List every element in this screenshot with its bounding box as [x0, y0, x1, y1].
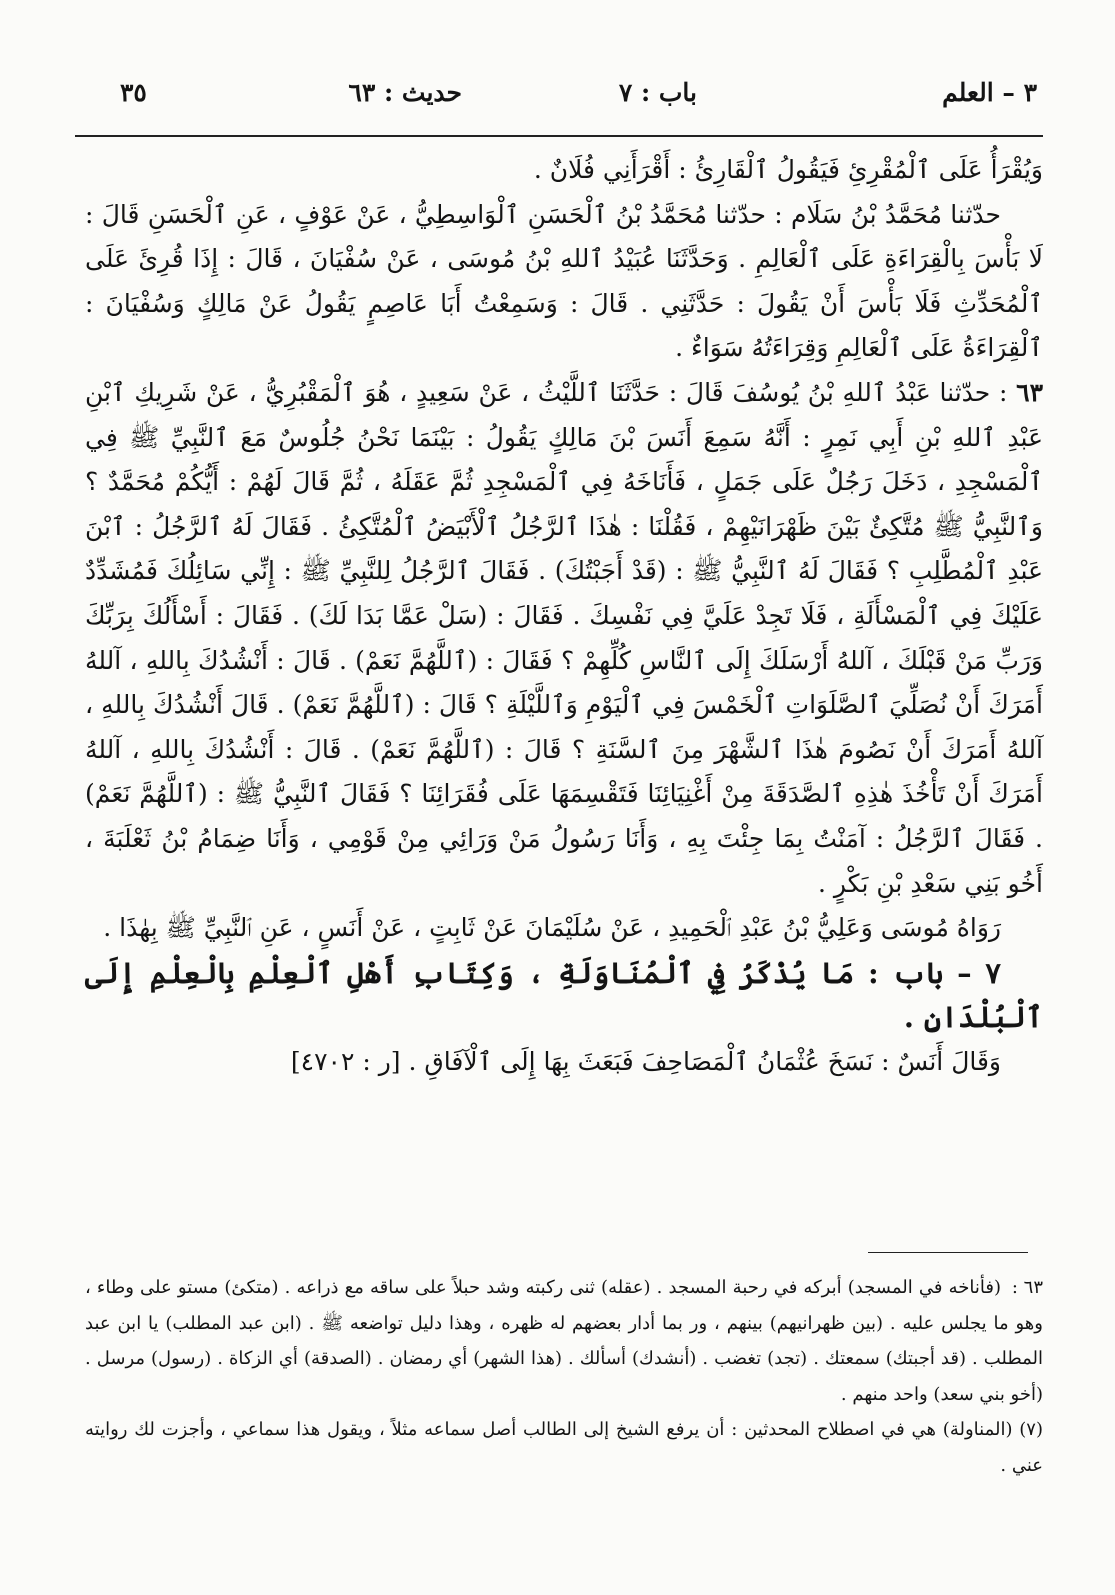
page-header — [120, 78, 1037, 118]
chapter-title: ٣ – العلم — [942, 78, 1037, 107]
bab-number: باب : ٧ — [618, 78, 697, 107]
paragraph-qiraa: وَيُقْرَأُ عَلَى ٱلْمُقْرِئِ فَيَقُولُ ٱلْقَارِئُ : أَقْرَأَنِي فُلَانٌ . — [533, 155, 1043, 184]
rawahu-line: رَوَاهُ مُوسَى وَعَلِيُّ بْنُ عَبْدِ ٱلْحَمِيدِ ، عَنْ سُلَيْمَانَ عَنْ ثَابِتٍ ، عَنْ أَنَسٍ ، عَنِ ٱلنَّبِيِّ ﷺ بِهٰذَا . — [103, 913, 1001, 943]
footnote-63 — [85, 1270, 1043, 1412]
footnote-63-text: (فأناخه في المسجد) أبركه في رحبة المسجد . (عقله) ثنى ركبته وشد حبلاً على ساقه مع ذراعه . (متكئ) مستو على وطاء ، وهو ما يجلس عليه . (بين ظهرانيهم) بينهم ، ور بما أدار بعضهم له ظهره ، وهذا دليل تواضعه ﷺ . (ابن عبد المطلب) يا ابن عبد المطلب . (قد أجبتك) سمعتك . (تجد) تغضب . (أنشدك) أسألك . (هذا الشهر) أي رمضان . (الصدقة) أي الزكاة . (رسول) مرسل . (أخو بني سعد) واحد منهم . — [85, 1277, 1043, 1405]
paragraph-isnad: حدّثنا مُحَمَّدُ بْنُ سَلَام : حدّثنا مُحَمَّدُ بْنُ ٱلْحَسَنِ ٱلْوَاسِطِيُّ ، عَنْ عَوْفٍ ، عَنِ ٱلْحَسَنِ قَالَ : لَا بَأْسَ بِالْقِرَاءَةِ عَلَى ٱلْعَالِمِ . وَحَدَّثَنَا عُبَيْدُ ٱللهِ بْنُ مُوسَى ، عَنْ سُفْيَانَ ، قَالَ : إِذَا قُرِئَ عَلَى ٱلْمُحَدِّثِ فَلَا بَأْسَ أَنْ يَقُولَ : حَدَّثَنِي . قَالَ : وَسَمِعْتُ أَبَا عَاصِمٍ يَقُولُ عَنْ مَالِكٍ وَسُفْيَانَ : ٱلْقِرَاءَةُ عَلَى ٱلْعَالِمِ وَقِرَاءَتُهُ سَوَاءٌ . — [85, 199, 1043, 363]
footnotes — [85, 1270, 1043, 1483]
hadith-63-text: : حدّثنا عَبْدُ ٱللهِ بْنُ يُوسُفَ قَالَ : حَدَّثَنَا ٱللَّيْثُ ، عَنْ سَعِيدٍ ، هُوَ ٱلْمَقْبُرِيُّ ، عَنْ شَرِيكِ ٱبْنِ عَبْدِ ٱللهِ بْنِ أَبِي نَمِرٍ : أَنَّهُ سَمِعَ أَنَسَ بْنَ مَالِكٍ يَقُولُ : بَيْنَمَا نَحْنُ جُلُوسٌ مَعَ ٱلنَّبِيِّ ﷺ فِي ٱلْمَسْجِدِ ، دَخَلَ رَجُلٌ عَلَى جَمَلٍ ، فَأَنَاخَهُ فِي ٱلْمَسْجِدِ ثُمَّ عَقَلَهُ ، ثُمَّ قَالَ لَهُمْ : أَيُّكُمْ مُحَمَّدٌ ؟ وَٱلنَّبِيُّ ﷺ مُتَّكِئٌ بَيْنَ ظَهْرَانَيْهِمْ ، فَقُلْنَا : هٰذَا ٱلرَّجُلُ ٱلْأَبْيَضُ ٱلْمُتَّكِئُ . فَقَالَ لَهُ ٱلرَّجُلُ : ٱبْنَ عَبْدِ ٱلْمُطَّلِبِ ؟ فَقَالَ لَهُ ٱلنَّبِيُّ ﷺ : (قَدْ أَجَبْتُكَ) . فَقَالَ ٱلرَّجُلُ لِلنَّبِيِّ ﷺ : إِنِّي سَائِلُكَ فَمُشَدِّدٌ عَلَيْكَ فِي ٱلْمَسْأَلَةِ ، فَلَا تَجِدْ عَلَيَّ فِي نَفْسِكَ . فَقَالَ : (سَلْ عَمَّا بَدَا لَكَ) . فَقَالَ : أَسْأَلُكَ بِرَبِّكَ وَرَبِّ مَنْ قَبْلَكَ ، آللهُ أَرْسَلَكَ إِلَى ٱلنَّاسِ كُلِّهِمْ ؟ فَقَالَ : (ٱللَّهُمَّ نَعَمْ) . قَالَ : أَنْشُدُكَ بِاللهِ ، آللهُ أَمَرَكَ أَنْ نُصَلِّيَ ٱلصَّلَوَاتِ ٱلْخَمْسَ فِي ٱلْيَوْمِ وَٱللَّيْلَةِ ؟ قَالَ : (ٱللَّهُمَّ نَعَمْ) . قَالَ أَنْشُدُكَ بِاللهِ ، آللهُ أَمَرَكَ أَنْ نَصُومَ هٰذَا ٱلشَّهْرَ مِنَ ٱلسَّنَةِ ؟ قَالَ : (ٱللَّهُمَّ نَعَمْ) . قَالَ : أَنْشُدُكَ بِاللهِ ، آللهُ أَمَرَكَ أَنْ تَأْخُذَ هٰذِهِ ٱلصَّدَقَةَ مِنْ أَغْنِيَائِنَا فَتَقْسِمَهَا عَلَى فُقَرَائِنَا ؟ فَقَالَ ٱلنَّبِيُّ ﷺ : (ٱللَّهُمَّ نَعَمْ) . فَقَالَ ٱلرَّجُلُ : آمَنْتُ بِمَا جِئْتَ بِهِ ، وَأَنَا رَسُولُ مَنْ وَرَائِي مِنْ قَوْمِي ، وَأَنَا ضِمَامُ بْنُ ثَعْلَبَةَ ، أَخُو بَنِي سَعْدِ بْنِ بَكْرٍ . — [85, 377, 1043, 898]
footnote-7: (٧) (المناولة) هي في اصطلاح المحدثين : أن يرفع الشيخ إلى الطالب أصل سماعه مثلاً ، ويقول هذا سماعي ، وأجزت لك روايته عني . — [85, 1419, 1043, 1476]
main-text — [85, 148, 1043, 1084]
footnote-63-number: ٦٣ : — [1011, 1277, 1043, 1298]
footnote-divider — [868, 1252, 1028, 1253]
hadith-63-number: ٦٣ — [1016, 377, 1043, 407]
page-number: ٣٥ — [120, 78, 147, 107]
hadith-number: حديث : ٦٣ — [348, 78, 462, 107]
anas-statement: وَقَالَ أَنَسٌ : نَسَخَ عُثْمَانُ ٱلْمَصَاحِفَ فَبَعَثَ بِهَا إِلَى ٱلْآفَاقِ . [ر : ٤٧٠٢] — [290, 1046, 1001, 1076]
hadith-63 — [85, 371, 1043, 906]
bab-7-title: ٧ – باب : مَا يُذْكَرُ فِي ٱلْمُنَاوَلَةِ ، وَكِتَابِ أَهْلِ ٱلْعِلْمِ بِالْعِلْمِ إِلَى ٱلْبُلْدَانِ . — [85, 955, 1043, 1035]
header-divider — [75, 135, 1043, 137]
